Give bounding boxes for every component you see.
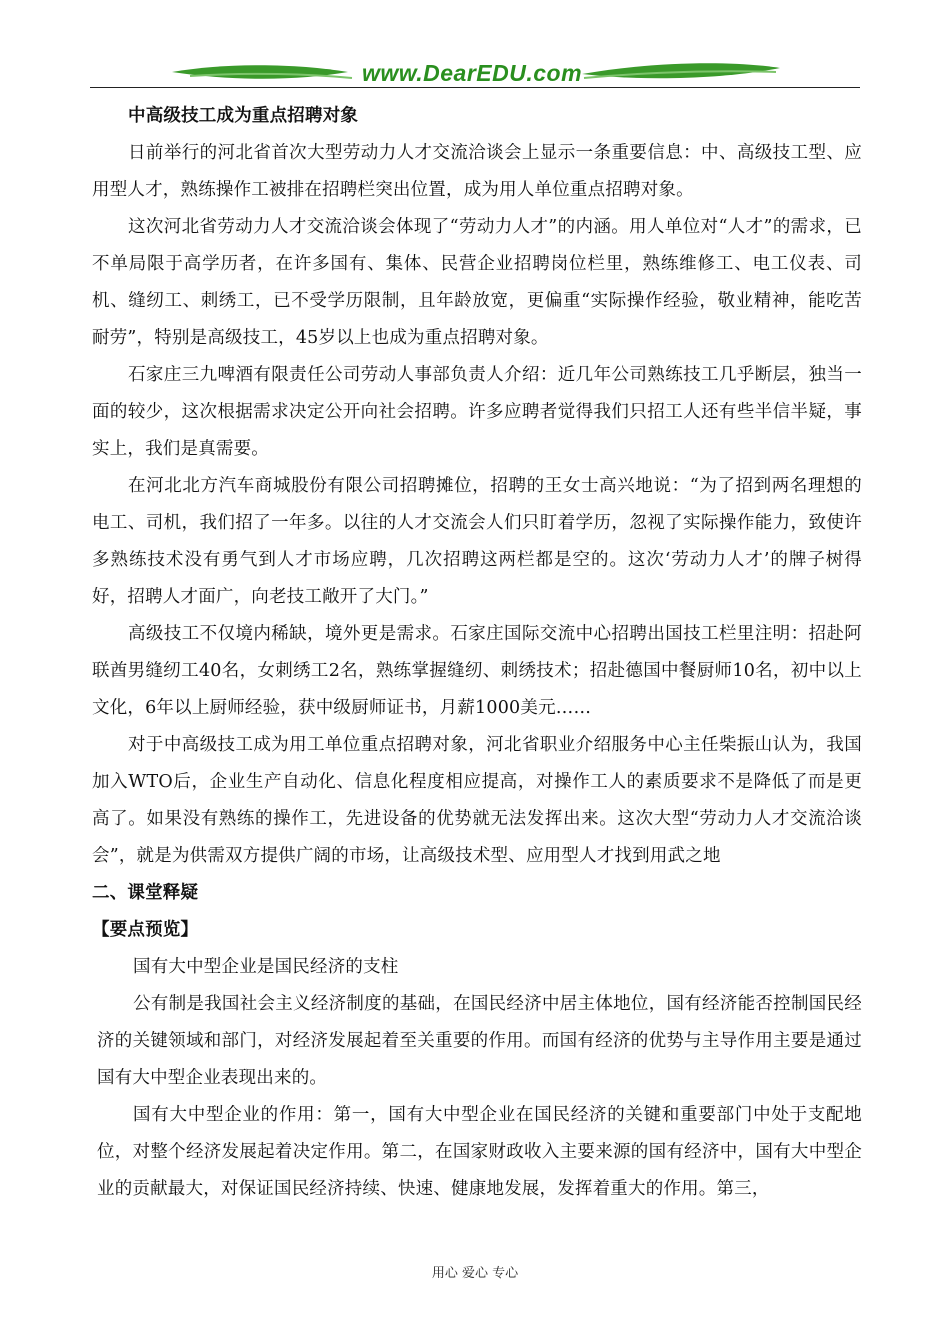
article-paragraph-4: 在河北北方汽车商城股份有限公司招聘摊位，招聘的王女士高兴地说：“为了招到两名理想的电工、司机，我们招了一年多。以往的人才交流会人们只盯着学历，忽视了实际操作能力，致使许多熟练技术没有勇气到人才市场应聘，几次招聘这两栏都是空的。这次‘劳动力人才’的牌子树得好，招聘人才面广，向老技工敞开了大门。”	[92, 476, 862, 607]
section-heading: 二、课堂释疑	[92, 883, 199, 903]
article-paragraph-5: 高级技工不仅境内稀缺，境外更是需求。石家庄国际交流中心招聘出国技工栏里注明：招赴阿联酋男缝纫工40名，女刺绣工2名，熟练掌握缝纫、刺绣技术；招赴德国中餐厨师10名，初中以上文化，6年以上厨师经验，获中级厨师证书，月薪1000美元……	[92, 624, 862, 718]
header-divider	[90, 87, 860, 88]
section-topic: 国有大中型企业是国民经济的支柱	[133, 957, 399, 977]
article-title: 中高级技工成为重点招聘对象	[128, 106, 359, 126]
section-subheading: 【要点预览】	[92, 920, 199, 940]
section-paragraph-1: 公有制是我国社会主义经济制度的基础，在国民经济中居主体地位，国有经济能否控制国民经济的关键领域和部门，对经济发展起着至关重要的作用。而国有经济的优势与主导作用主要是通过国有大中型企业表现出来的。	[97, 994, 862, 1088]
article-paragraph-6: 对于中高级技工成为用工单位重点招聘对象，河北省职业介绍服务中心主任柴振山认为，我国加入WTO后，企业生产自动化、信息化程度相应提高，对操作工人的素质要求不是降低了而是更高了。如果没有熟练的操作工，先进设备的优势就无法发挥出来。这次大型“劳动力人才交流洽谈会”，就是为供需双方提供广阔的市场，让高级技术型、应用型人才找到用武之地	[92, 735, 862, 866]
document-body	[92, 98, 862, 1208]
page-header	[90, 58, 860, 92]
section-paragraph-2: 国有大中型企业的作用：第一，国有大中型企业在国民经济的关键和重要部门中处于支配地位，对整个经济发展起着决定作用。第二，在国家财政收入主要来源的国有经济中，国有大中型企业的贡献最大，对保证国民经济持续、快速、健康地发展，发挥着重大的作用。第三，	[97, 1105, 862, 1199]
article-paragraph-1: 日前举行的河北省首次大型劳动力人才交流洽谈会上显示一条重要信息：中、高级技工型、应用型人才，熟练操作工被排在招聘栏突出位置，成为用人单位重点招聘对象。	[92, 143, 862, 200]
site-logo-text: www.DearEDU.com	[361, 60, 583, 86]
article-paragraph-3: 石家庄三九啤酒有限责任公司劳动人事部负责人介绍：近几年公司熟练技工几乎断层，独当一面的较少，这次根据需求决定公开向社会招聘。许多应聘者觉得我们只招工人还有些半信半疑，事实上，我们是真需要。	[92, 365, 862, 459]
page-footer: 用心 爱心 专心	[431, 1266, 519, 1281]
article-paragraph-2: 这次河北省劳动力人才交流洽谈会体现了“劳动力人才”的内涵。用人单位对“人才”的需求，已不单局限于高学历者，在许多国有、集体、民营企业招聘岗位栏里，熟练维修工、电工仪表、司机、缝纫工、刺绣工，已不受学历限制，且年龄放宽，更偏重“实际操作经验，敬业精神，能吃苦耐劳”，特别是高级技工，45岁以上也成为重点招聘对象。	[92, 217, 862, 348]
